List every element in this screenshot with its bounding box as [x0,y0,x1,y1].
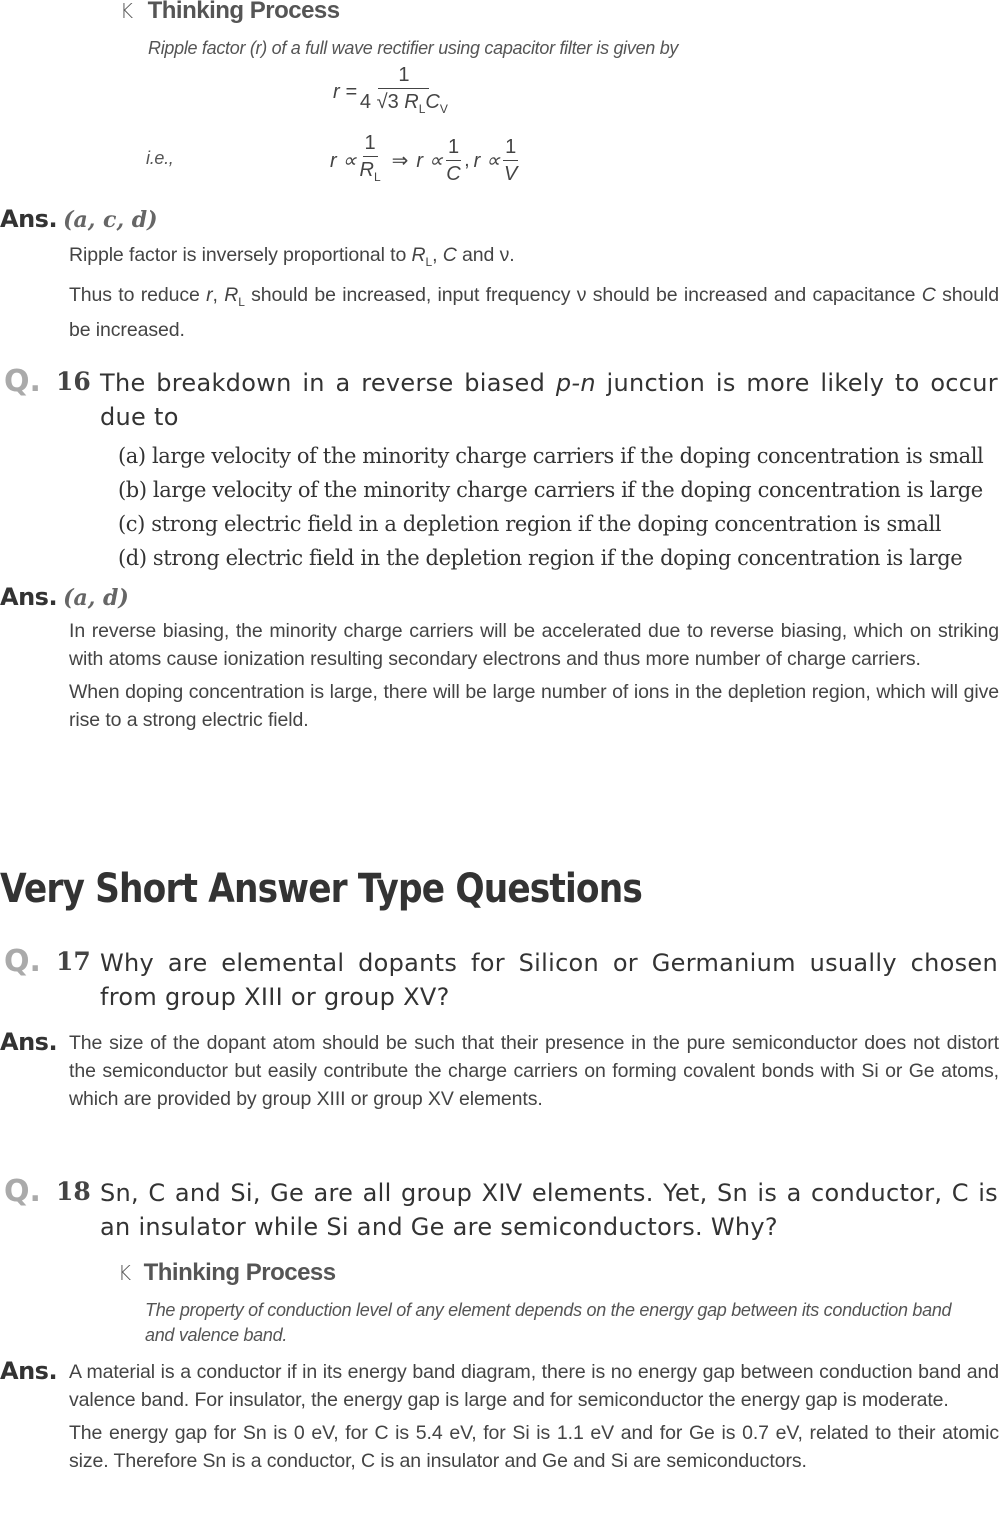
section-heading: Very Short Answer Type Questions [0,866,642,912]
option-c: (c) strong electric field in a depletion region if the doping concentration is small [118,512,942,536]
option-d: (d) strong electric field in the depletion region if the doping concentration is large [118,546,963,570]
numerator: 1 [378,62,429,89]
answer-label: Ans. [0,583,58,611]
thinking-marker-icon: K [118,1261,132,1285]
answer-paragraph: A material is a conductor if in its energy band diagram, there is no energy gap between conduction band and valence band. For insulator, the energy gap is large and for semiconductor the energy gap is moderate. [69,1361,999,1411]
answer-paragraph: When doping concentration is large, there will be large number of ions in the depletion region, which will give rise to a strong electric field. [69,681,999,731]
question-options [118,439,983,575]
answer-paragraph: The size of the dopant atom should be such that their presence in the pure semiconductor does not distort the semiconductor but easily contribute the charge carriers on forming covalent bonds with Si or Ge atoms, which are provided by group XIII or group XV elements. [69,1032,999,1110]
thinking-marker-icon: K [120,0,134,23]
denominator: 4 √3 $R_LC_V$ [359,91,448,116]
question-text: The breakdown in a reverse biased p-n junction is more likely to occur due to [100,369,998,431]
answer-label: Ans. [0,1357,58,1385]
formula-lhs: r = [333,80,357,103]
question-icon: Q. [4,944,41,979]
question-icon: Q. [4,364,41,399]
answer-paragraph: The energy gap for Sn is 0 eV, for C is 5.4 eV, for Si is 1.1 eV and for Ge is 0.7 eV, related to their atomic size. Therefore Sn is a conductor, C is an insulator and Ge and Si are semiconductors. [69,1422,999,1472]
answer-header [0,583,129,611]
thinking-process-title: Thinking Process [143,1259,336,1286]
answer-body [69,1358,999,1480]
ie-label: i.e., [146,148,174,168]
answer-body [69,617,999,739]
answer-body [69,241,999,349]
answer-header [0,205,158,233]
thinking-process-text: Ripple factor (r) of a full wave rectifier using capacitor filter is given by [148,38,679,58]
answer-body [69,1029,999,1118]
thinking-process-title: Thinking Process [147,0,340,24]
question-icon: Q. [4,1174,41,1209]
fraction [360,62,448,122]
answer-label: Ans. [0,1028,58,1056]
ripple-formula [333,62,451,122]
question-number: 18 [56,1177,91,1206]
answer-options: (a, c, d) [63,207,158,233]
answer-paragraph: Thus to reduce r, $R_L$ should be increased, input frequency ν should be increased and capacitance C should be increased. [69,283,999,341]
answer-paragraph: In reverse biasing, the minority charge carriers will be accelerated due to reverse biasing, which on striking with atoms cause ionization resulting secondary electrons and thus more number of charge carriers. [69,620,999,670]
thinking-process-header [120,0,340,25]
question-number: 17 [56,947,91,976]
proportionality-formula: r ∝ $\frac{1}{R_L}$ ⇒ r ∝ $\frac{1}{C}$ , r ∝ $\frac{1}{V}$ [330,132,518,185]
answer-paragraph: Ripple factor is inversely proportional to $R_L$, C and ν. [69,244,515,269]
thinking-process-text: The property of conduction level of any element depends on the energy gap between its conduction band and valence band. [145,1300,952,1345]
answer-options: (a, d) [63,585,129,611]
option-b: (b) large velocity of the minority charge carriers if the doping concentration is large [118,478,983,502]
question-text: Sn, C and Si, Ge are all group XIV elements. Yet, Sn is a conductor, C is an insulator while Si and Ge are semiconductors. Why? [100,1179,998,1241]
question-number: 16 [56,367,91,396]
answer-label: Ans. [0,205,58,233]
question-text: Why are elemental dopants for Silicon or Germanium usually chosen from group XIII or group XV? [100,949,998,1011]
option-a: (a) large velocity of the minority charge carriers if the doping concentration is small [118,444,984,468]
thinking-process-header [118,1259,336,1287]
